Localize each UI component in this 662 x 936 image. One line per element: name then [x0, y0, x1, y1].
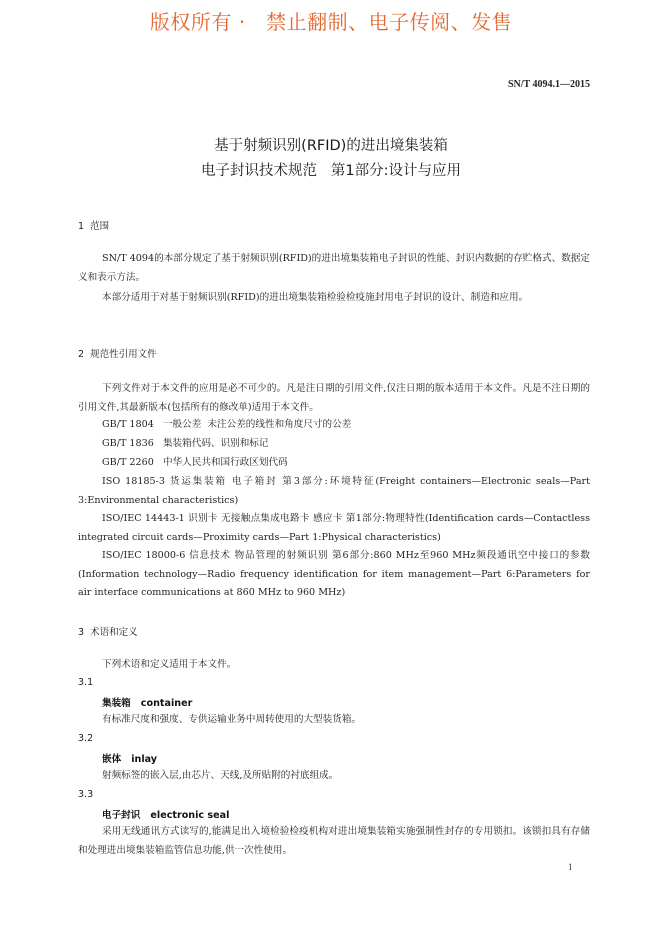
watermark: 版权所有 · 禁止翻制、电子传阅、发售 [149, 10, 513, 34]
ref-gbt-1836: GB/T 1836 集装箱代码、识别和标记 [102, 438, 269, 449]
term-number: 3.2 [78, 733, 94, 744]
page-number: 1 [568, 862, 573, 872]
term-definition: 采用无线通讯方式读写的,能满足出入境检验检疫机构对进出境集装箱实施强制性封存的专用锁扣。该锁扣具有存储和处理进出境集装箱监管信息功能,供一次性使用。 [78, 826, 590, 856]
ref-gbt-2260: GB/T 2260 中华人民共和国行政区划代码 [102, 457, 288, 468]
title-line-1: 基于射频识别(RFID)的进出境集装箱 [214, 138, 448, 154]
section-1-heading: 1 范围 [78, 221, 110, 232]
term-inlay: 嵌体 inlay [102, 754, 158, 765]
ref-iso-18185-3: ISO 18185-3 货运集装箱 电子箱封 第3部分:环境特征(Freight containers—Electronic seals—Part 3:Environmental characteristics) [78, 476, 590, 506]
section-2-intro: 下列文件对于本文件的应用是必不可少的。凡是注日期的引用文件,仅注日期的版本适用于本文件。凡是不注日期的引用文件,其最新版本(包括所有的修改单)适用于本文件。 [78, 383, 590, 413]
term-number: 3.1 [78, 677, 94, 688]
section-1-para-2: 本部分适用于对基于射频识别(RFID)的进出境集装箱检验检疫施封用电子封识的设计、制造和应用。 [102, 292, 529, 303]
ref-iso-iec-18000-6: ISO/IEC 18000-6 信息技术 物品管理的射频识别 第6部分:860 MHz至960 MHz频段通讯空中接口的参数(Information technology—Radio frequency identification for item management—Part 6:Parameters for air interface communications at 860 MHz to 960 MHz) [78, 550, 590, 598]
title-line-2: 电子封识技术规范 第1部分:设计与应用 [201, 163, 461, 179]
ref-iso-iec-14443-1: ISO/IEC 14443-1 识别卡 无接触点集成电路卡 感应卡 第1部分:物理特性(Identification cards—Contactless integrated circuit cards—Proximity cards—Part 1:Physical characteristics) [78, 513, 590, 543]
term-definition: 有标准尺度和强度、专供运输业务中周转使用的大型装货箱。 [102, 714, 362, 725]
term-definition: 射频标签的嵌入层,由芯片、天线,及所贴附的衬底组成。 [102, 770, 339, 781]
ref-gbt-1804: GB/T 1804 一般公差 未注公差的线性和角度尺寸的公差 [102, 419, 352, 430]
term-electronic-seal: 电子封识 electronic seal [102, 810, 230, 821]
term-container: 集装箱 container [102, 698, 193, 709]
section-3-heading: 3 术语和定义 [78, 627, 138, 638]
section-1-para-1: SN/T 4094的本部分规定了基于射频识别(RFID)的进出境集装箱电子封识的性能、封识内数据的存贮格式、数据定义和表示方法。 [78, 253, 590, 283]
section-3-intro: 下列术语和定义适用于本文件。 [102, 659, 237, 670]
term-number: 3.3 [78, 789, 94, 800]
section-2-heading: 2 规范性引用文件 [78, 349, 157, 360]
standard-number: SN/T 4094.1—2015 [507, 79, 590, 90]
